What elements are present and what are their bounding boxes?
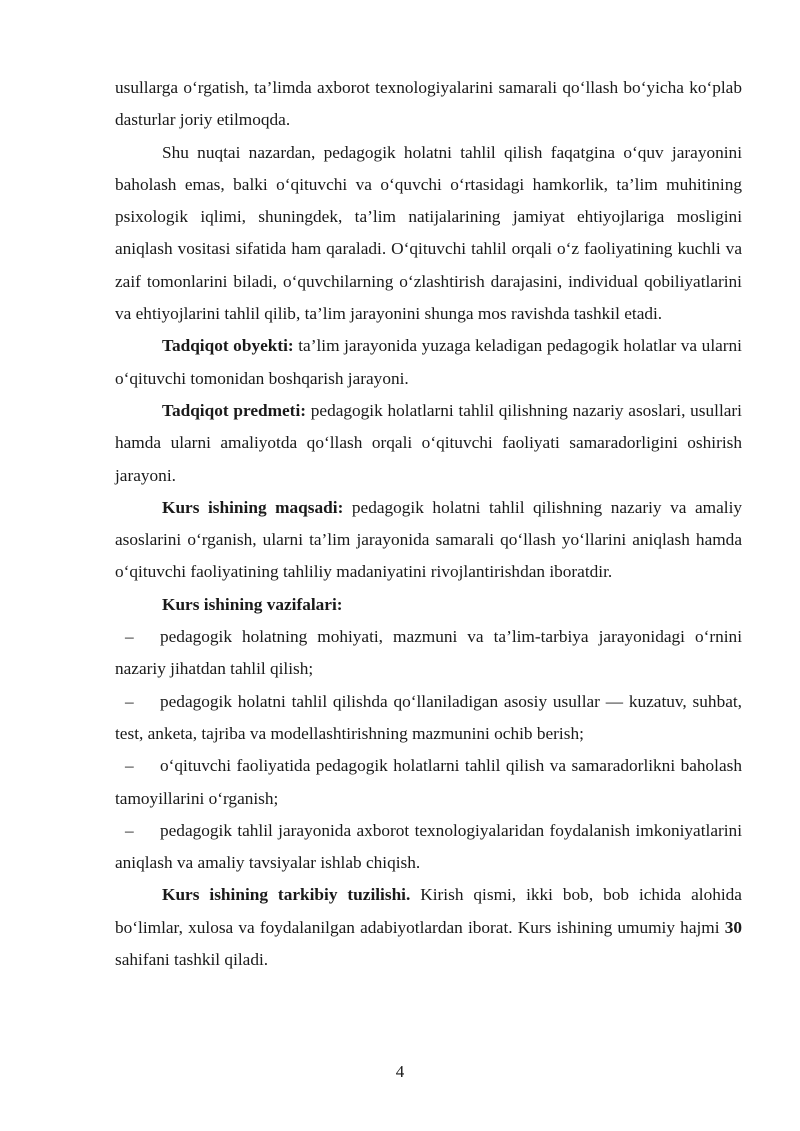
paragraph-research-subject: [115, 395, 742, 492]
paragraph-context: Shu nuqtai nazardan, pedagogik holatni tahlil qilish faqatgina o‘quv jarayonini baholash emas, balki o‘qituvchi va o‘quvchi o‘rtasidagi hamkorlik, ta’lim muhitining psixologik iqlimi, shuningdek, ta’lim natijalarining jamiyat ehtiyojlariga mosligini aniqlash vositasi sifatida ham qaraladi. O‘qituvchi tahlil orqali o‘z faoliyatining kuchli va zaif tomonlarini biladi, o‘quvchilarning o‘zlashtirish darajasini, individual qobiliyatlarini va ehtiyojlarini tahlil qilib, ta’lim jarayonini shunga mos ravishda tashkil etadi.: [115, 142, 742, 324]
course-goal-label: Kurs ishining maqsadi:: [162, 497, 344, 517]
paragraph-course-structure: [115, 879, 742, 976]
list-item: [115, 686, 742, 751]
course-structure-label: Kurs ishining tarkibiy tuzilishi.: [162, 885, 411, 905]
list-dash: –: [125, 756, 134, 776]
paragraph-intro-continuation: usullarga o‘rgatish, ta’limda axborot texnologiyalarini samarali qo‘llash bo‘yicha ko‘plab dasturlar joriy etilmoqda.: [115, 78, 742, 130]
paragraph-course-goal: [115, 492, 742, 589]
research-subject-text: pedagogik holatlarni tahlil qilishning nazariy asoslari, usullari hamda ularni amaliyotda qo‘llash orqali o‘qituvchi faoliyati samaradorligini oshirish jarayoni.: [115, 400, 742, 485]
course-tasks-label: Kurs ishining vazifalari:: [162, 594, 343, 614]
list-dash: –: [125, 627, 134, 647]
document-page: [115, 72, 742, 976]
research-object-label: Tadqiqot obyekti:: [162, 336, 294, 356]
list-item: [115, 750, 742, 815]
course-structure-text: Kirish qismi, ikki bob, bob ichida alohida bo‘limlar, xulosa va foydalanilgan adabiyotlardan iborat. Kurs ishining umumiy hajmi: [115, 885, 742, 937]
research-subject-label: Tadqiqot predmeti:: [162, 400, 306, 420]
list-item-text: pedagogik holatni tahlil qilishda qo‘llaniladigan asosiy usullar — kuzatuv, suhbat, test, anketa, tajriba va modellashtirishning mazmunini ochib berish;: [115, 691, 742, 743]
list-dash: –: [125, 820, 134, 840]
course-goal-text: pedagogik holatni tahlil qilishning nazariy va amaliy asoslarini o‘rganish, ularni ta’lim jarayonida samarali qo‘llash yo‘llarini aniqlash hamda o‘qituvchi faoliyatining tahliliy madaniyatini rivojlantirishdan iboratdir.: [115, 497, 743, 582]
page-count-value: 30: [724, 917, 742, 937]
list-item-text: o‘qituvchi faoliyatida pedagogik holatlarni tahlil qilish va samaradorlikni baholash tamoyillarini o‘rganish;: [115, 756, 742, 808]
research-object-text: ta’lim jarayonida yuzaga keladigan pedagogik holatlar va ularni o‘qituvchi tomonidan boshqarish jarayoni.: [115, 336, 742, 388]
list-item: [115, 815, 742, 880]
list-item-text: pedagogik holatning mohiyati, mazmuni va ta’lim-tarbiya jarayonidagi o‘rnini nazariy jihatdan tahlil qilish;: [115, 627, 742, 679]
paragraph-course-tasks-heading: [115, 589, 742, 621]
list-item-text: pedagogik tahlil jarayonida axborot texnologiyalaridan foydalanish imkoniyatlarini aniqlash va amaliy tavsiyalar ishlab chiqish.: [115, 820, 742, 873]
page-number: 4: [395, 1062, 405, 1081]
paragraph-research-object: [115, 330, 742, 395]
course-structure-text-end: sahifani tashkil qiladi.: [115, 950, 269, 970]
list-item: [115, 621, 742, 686]
list-dash: –: [125, 691, 134, 711]
